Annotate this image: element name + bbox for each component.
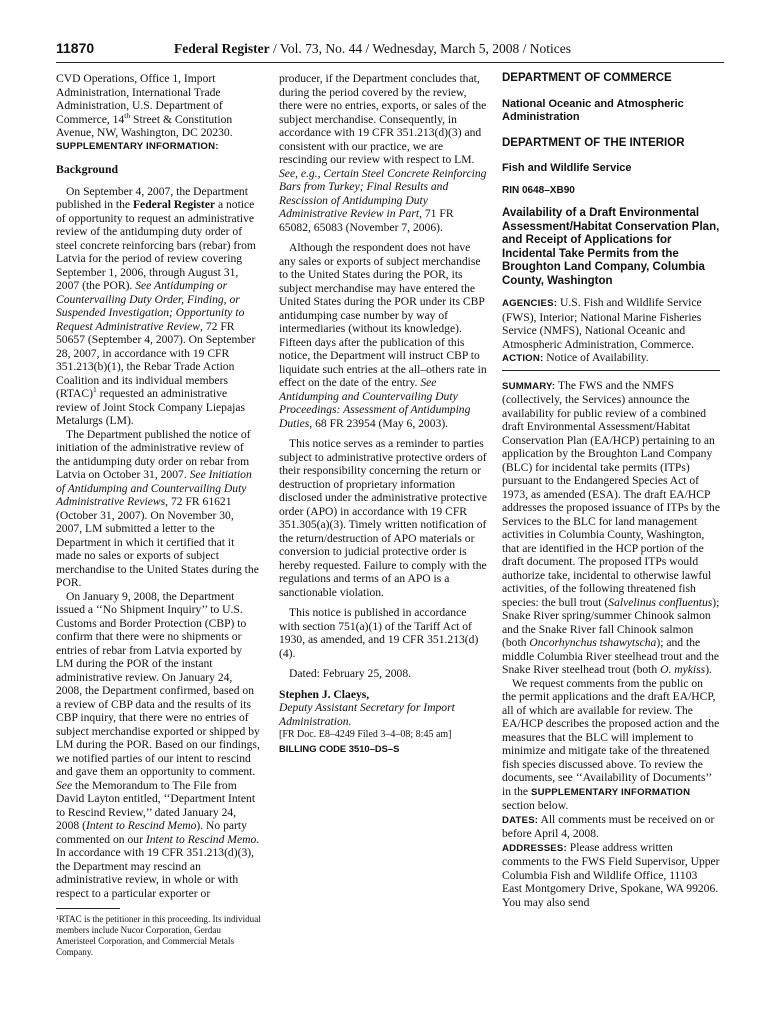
background-heading: Background: [56, 162, 119, 176]
agency-noaa: National Oceanic and Atmospheric Administration: [502, 97, 684, 123]
journal-name: Federal Register: [174, 41, 270, 56]
footnote-ref: 1: [93, 385, 97, 395]
footnote-rule: [56, 908, 120, 909]
running-head: [174, 41, 571, 57]
fr-doc-line: [FR Doc. E8–4249 Filed 3–4–08; 8:45 am]: [279, 729, 452, 740]
addresses-label: ADDRESSES:: [502, 842, 567, 854]
addresses-paragraph: ADDRESSES: Please address written comments to the FWS Field Supervisor, Upper Columbia Fish and Wildlife Office, 11103 East Montgomery Drive, Spokane, WA 99206. You may also send: [502, 840, 720, 909]
column-1: [56, 72, 260, 900]
paragraph: On September 4, 2007, the Department published in the Federal Register a notice of opportunity to request an administrative review of the antidumping duty order of steel concrete reinforcing bars (rebar) from Latvia for the period of review covering September 1, 2006, through August 31, 2007 (the POR). See Antidumping or Countervailing Duty Order, Finding, or Suspended Investigation; Opportunity to Request Administrative Review, 72 FR 50657 (September 4, 2007). On September 28, 2007, in accordance with 19 CFR 351.213(b)(1), the Rebar Trade Action Coalition and its individual members (RTAC)$^1$ requested an administrative review of Joint Stock Company Liepajas Metalurgs (LM).: [56, 184, 256, 427]
column-2: [279, 72, 487, 755]
action-paragraph: ACTION: Notice of Availability.: [502, 351, 649, 364]
summary-paragraph: SUMMARY: The FWS and the NMFS (collectively, the Services) announce the availability for public review of a combined draft Environmental Assessment/Habitat Conservation Plan (EA/HCP) pertaining to an application by the Broughton Land Company (BLC) for incidental take permits (ITPs) pursuant to the Endangered Species Act of 1973, as amended (ESA). The draft EA/HCP addresses the proposed issuance of ITPs by the Services to the BLC for land management activities in Columbia County, Washington, that are identified in the HCP portion of the draft document. The proposed ITPs would authorize take, incidental to otherwise lawful activities, of the following threatened fish species: the bull trout (Salvelinus confluentus); Snake River spring/summer Chinook salmon and the Snake River fall Chinook salmon (both Oncorhynchus tshawytscha); and the middle Columbia River steelhead trout and the Snake River steelhead trout (both O. mykiss).: [502, 378, 720, 676]
federal-register-ref: Federal Register: [132, 198, 216, 211]
agency-department-commerce: DEPARTMENT OF COMMERCE: [502, 72, 672, 84]
action-label: ACTION:: [502, 353, 544, 364]
dates-label: DATES:: [502, 814, 539, 826]
contact-text: CVD Operations, Office 1, Import Administration, International Trade Administration, U.S. Department of Commerce, 14th Street & Constitution Avenue, NW, Washington, DC 20230.: [56, 72, 233, 139]
rin-number: RIN 0648–XB90: [502, 184, 575, 196]
signer-name: Stephen J. Claeys,: [279, 687, 370, 701]
contact-address: [56, 72, 260, 140]
agency-fws: Fish and Wildlife Service: [502, 162, 632, 174]
summary-label: SUMMARY:: [502, 380, 556, 392]
page-number: 11870: [56, 40, 95, 56]
paragraph: producer, if the Department concludes that, during the period covered by the review, there were no entries, exports, or sales of the subject merchandise. Consequently, in accordance with 19 CFR 351.213(d)(3) and consistent with our practice, we are rescinding our review with respect to LM. See, e.g., Certain Steel Concrete Reinforcing Bars from Turkey; Final Results and Rescission of Antidumping Duty Administrative Review in Part, 71 FR 65082, 65083 (November 7, 2006).: [279, 72, 487, 234]
agencies-label: AGENCIES:: [502, 298, 558, 309]
page-header: [56, 40, 724, 62]
paragraph: This notice is published in accordance with section 751(a)(1) of the Tariff Act of 1930, as amended, and 19 CFR 351.213(d)(4).: [279, 606, 479, 660]
footnote: ¹RTAC is the petitioner in this proceeding. Its individual members include Nucor Corporation, Gerdau Ameristeel Corporation, and Commercial Metals Company.: [56, 914, 261, 957]
paragraph: The Department published the notice of initiation of the administrative review of the antidumping duty order on rebar from Latvia on October 31, 2007. See Initiation of Antidumping and Countervailing Duty Administrative Reviews, 72 FR 61621 (October 31, 2007). On November 30, 2007, LM submitted a letter to the Department in which it certified that it made no sales or exports of subject merchandise to the United States during the POR.: [56, 427, 259, 589]
header-rule: [56, 62, 724, 63]
signer-title: Deputy Assistant Secretary for Import Administration.: [279, 701, 455, 728]
paragraph: We request comments from the public on the permit applications and the draft EA/HCP, all of which are available for review. The EA/HCP describes the proposed action and the measures that the BLC will implement to minimize and mitigate take of the threatened fish species discussed above. To review the documents, see ‘‘Availability of Documents’’ in the SUPPLEMENTARY INFORMATION section below.: [502, 676, 720, 812]
paragraph: On January 9, 2008, the Department issued a ‘‘No Shipment Inquiry’’ to U.S. Customs and Border Protection (CBP) to confirm that there were no shipments or entries of rebar from Latvia exported by LM during the POR of the instant administrative review. On January 24, 2008, the Department confirmed, based on a review of CBP data and the results of its CBP inquiry, that there were no entries of subject merchandise exported or shipped by LM during the POR. Based on our findings, we notified parties of our intent to rescind and gave them an opportunity to comment. See the Memorandum to The File from David Layton entitled, ‘‘Department Intent to Rescind Review,’’ dated January 24, 2008 (Intent to Rescind Memo). No party commented on our Intent to Rescind Memo. In accordance with 19 CFR 351.213(d)(3), the Department may rescind an administrative review, in whole or with respect to a particular exporter or: [56, 589, 260, 900]
dated-line: Dated: February 25, 2008.: [289, 667, 412, 680]
paragraph: Although the respondent does not have any sales or exports of subject merchandise to the United States during the POR, its subject merchandise may have entered the United States during the POR under its CBP antidumping case number by way of intermediaries (without its knowledge). Fifteen days after the publication of this notice, the Department will instruct CBP to liquidate such entries at the all–others rate in effect on the date of the entry. See Antidumping and Countervailing Duty Proceedings: Assessment of Antidumping Duties, 68 FR 23954 (May 6, 2003).: [279, 241, 487, 430]
issue-info: / Vol. 73, No. 44 / Wednesday, March 5, 2008 / Notices: [269, 41, 571, 56]
section-divider: [502, 370, 720, 371]
agency-department-interior: DEPARTMENT OF THE INTERIOR: [502, 136, 685, 149]
notice-title: Availability of a Draft Environmental Assessment/Habitat Conservation Plan, and Receipt of Applications for Incidental Take Permits from the Broughton Land Company, Columbia County, Washington: [502, 207, 720, 287]
column-3: [502, 72, 720, 909]
supplementary-info-label: SUPPLEMENTARY INFORMATION:: [56, 140, 219, 152]
paragraph: This notice serves as a reminder to parties subject to administrative protective orders of their responsibility concerning the return or destruction of proprietary information disclosed under the administrative protective order (APO) in accordance with 19 CFR 351.305(a)(3). Timely written notification of the return/destruction of APO materials or conversion to judicial protective order is hereby requested. Failure to comply with the regulations and terms of an APO is a sanctionable violation.: [279, 437, 487, 599]
billing-code: BILLING CODE 3510–DS–S: [279, 742, 400, 754]
dates-paragraph: DATES: All comments must be received on or before April 4, 2008.: [502, 812, 715, 840]
agencies-paragraph: AGENCIES: U.S. Fish and Wildlife Service (FWS), Interior; National Marine Fisheries Service (NMFS), National Oceanic and Atmospheric Administration, Commerce.: [502, 296, 702, 351]
